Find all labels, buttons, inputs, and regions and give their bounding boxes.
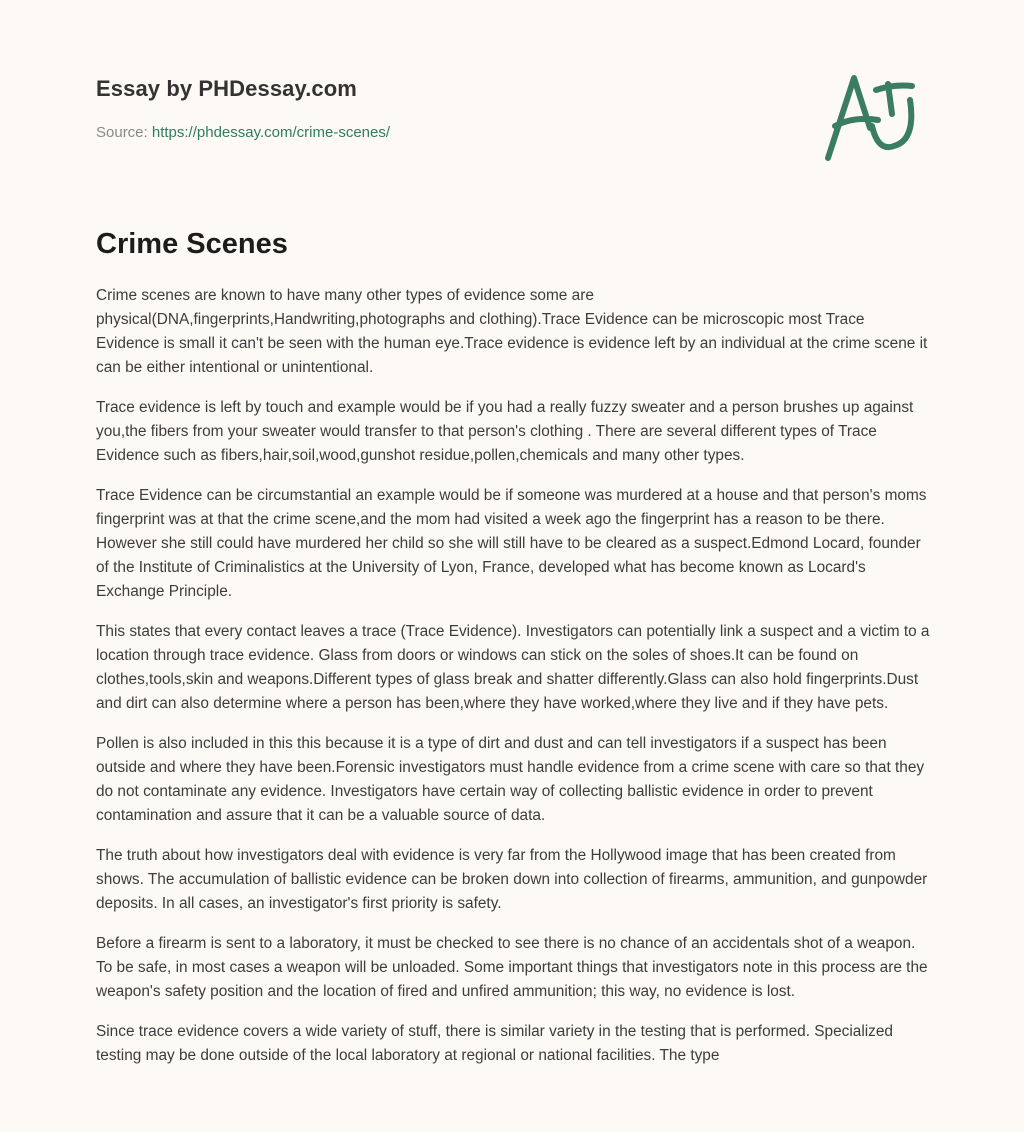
essay-paragraph: Pollen is also included in this this because it is a type of dirt and dust and can tell investigators if a suspect has been outside and where they have been.Forensic investigators must handle evidence from a crime scene with care so that they do not contaminate any evidence. Investigators have certain way of collecting ballistic evidence in order to prevent contamination and assure that it can be a valuable source of data. bbox=[96, 735, 925, 824]
essay-paragraph: Trace Evidence can be circumstantial an example would be if someone was murdered at a house and that person's moms fingerprint was at that the crime scene,and the mom had visited a week ago the fingerprint has a reason to be there. However she still could have murdered her child so she will still have to be cleared as a suspect.Edmond Locard, founder of the Institute of Criminalistics at the University of Lyon, France, developed what has become known as Locard's Exchange Principle. bbox=[96, 487, 927, 600]
source-line bbox=[96, 124, 390, 141]
essay-paragraph: Trace evidence is left by touch and example would be if you had a really fuzzy sweater and a person brushes up against you,the fibers from your sweater would transfer to that person's clothing . There are several different types of Trace Evidence such as fibers,hair,soil,wood,gunshot residue,pollen,chemicals and many other types. bbox=[96, 399, 914, 464]
source-link[interactable]: https://phdessay.com/crime-scenes/ bbox=[151, 124, 391, 141]
essay-paragraph: The truth about how investigators deal with evidence is very far from the Hollywood image that has been created from shows. The accumulation of ballistic evidence can be broken down into collection of firearms, ammunition, and gunpowder deposits. In all cases, an investigator's first priority is safety. bbox=[96, 847, 928, 912]
essay-paragraph: Since trace evidence covers a wide variety of stuff, there is similar variety in the testing that is performed. Specialized testing may be done outside of the local laboratory at regional or national facilities. The type bbox=[96, 1023, 893, 1064]
essay-paragraph: Before a firearm is sent to a laboratory, it must be checked to see there is no chance of an accidentals shot of a weapon. To be safe, in most cases a weapon will be unloaded. Some important things that investigators note in this process are the weapon's safety position and the location of fired and unfired ammunition; this way, no evidence is lost. bbox=[96, 935, 928, 1000]
essay-title: Crime Scenes bbox=[96, 228, 288, 260]
essay-paragraph: This states that every contact leaves a trace (Trace Evidence). Investigators can potentially link a suspect and a victim to a location through trace evidence. Glass from doors or windows can stick on the soles of shoes.It can be found on clothes,tools,skin and weapons.Different types of glass break and shatter differently.Glass can also hold fingerprints.Dust and dirt can also determine where a person has been,where they have worked,where they live and if they have pets. bbox=[96, 623, 930, 712]
a-plus-grade-icon bbox=[824, 66, 928, 166]
essay-page bbox=[96, 0, 930, 1064]
essay-paragraph: Crime scenes are known to have many other types of evidence some are physical(DNA,fingerprints,Handwriting,photographs and clothing).Trace Evidence can be microscopic most Trace Evidence is small it can't be seen with the human eye.Trace evidence is evidence left by an individual at the crime scene it can be either intentional or unintentional. bbox=[96, 287, 928, 376]
source-label: Source: bbox=[96, 124, 152, 141]
site-title: Essay by PHDessay.com bbox=[96, 76, 357, 101]
essay-body bbox=[96, 284, 932, 1084]
header bbox=[96, 0, 928, 200]
